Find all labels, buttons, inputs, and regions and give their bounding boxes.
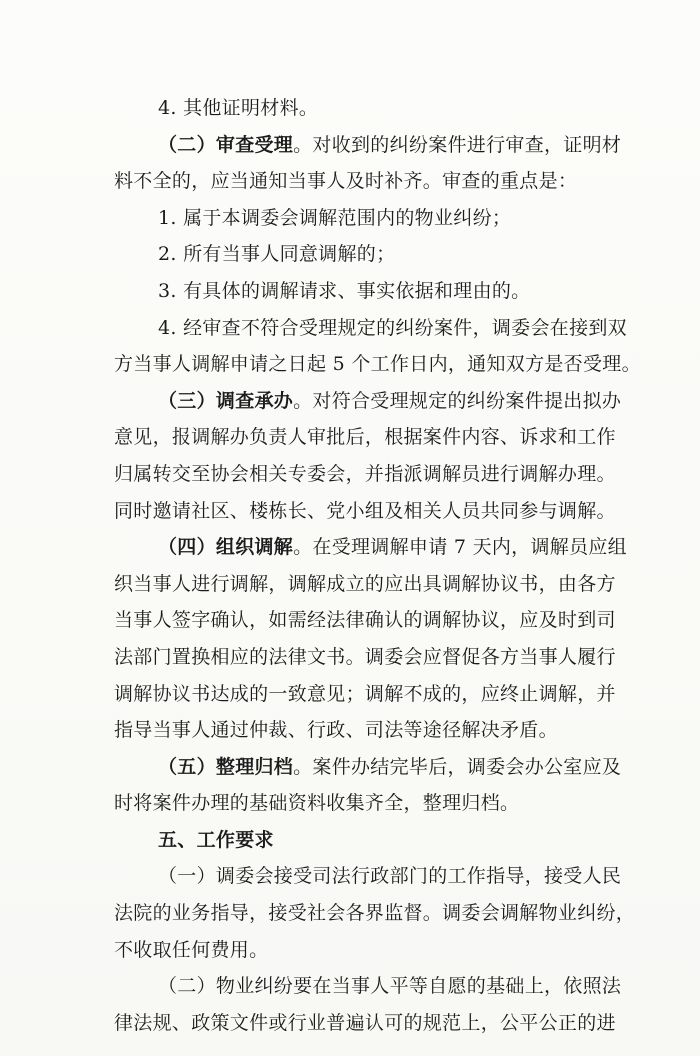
line-text: 不收取任何费用。 [114, 938, 269, 961]
text-line [114, 566, 654, 603]
line-text: 当事人签字确认，如需经法律确认的调解协议，应及时到司 [114, 609, 616, 632]
text-line [114, 712, 654, 749]
line-text: 同时邀请社区、楼栋长、党小组及相关人员共同参与调解。 [114, 499, 616, 522]
section-heading: （三）调查承办 [158, 389, 294, 412]
line-text: 料不全的，应当通知当事人及时补齐。审查的重点是： [114, 170, 578, 193]
line-text: 归属转交至协会相关专委会，并指派调解员进行调解办理。 [114, 462, 616, 485]
text-line [114, 602, 654, 639]
section-heading: （二）审查受理 [158, 133, 294, 156]
text-line [114, 858, 654, 895]
line-text: 律法规、政策文件或行业普遍认可的规范上，公平公正的进 [114, 1011, 616, 1034]
text-line [114, 785, 654, 822]
line-text: 1. 属于本调委会调解范围内的物业纠纷； [158, 206, 512, 229]
text-line [114, 346, 654, 383]
line-text: （二）物业纠纷要在当事人平等自愿的基础上，依照法 [158, 975, 622, 998]
text-line [114, 639, 654, 676]
document-body [114, 90, 654, 1041]
line-text: 指导当事人通过仲裁、行政、司法等途径解决矛盾。 [114, 719, 558, 742]
text-line [114, 163, 654, 200]
text-line [114, 529, 654, 566]
text-line [114, 127, 654, 164]
text-line [114, 676, 654, 713]
text-line [114, 419, 654, 456]
section-heading: 五、工作要求 [158, 828, 274, 851]
line-text: 织当事人进行调解，调解成立的应出具调解协议书，由各方 [114, 572, 616, 595]
text-line [114, 456, 654, 493]
line-text: 调解协议书达成的一致意见；调解不成的，应终止调解，并 [114, 682, 616, 705]
line-text: 。对收到的纠纷案件进行审查，证明材 [293, 133, 622, 156]
line-text: 4. 经审查不符合受理规定的纠纷案件，调委会在接到双 [158, 316, 627, 339]
section-heading: （四）组织调解 [158, 536, 294, 559]
line-text: 3. 有具体的调解请求、事实依据和理由的。 [158, 279, 531, 302]
text-line [114, 895, 654, 932]
line-text: （一）调委会接受司法行政部门的工作指导，接受人民 [158, 865, 622, 888]
line-text: 时将案件办理的基础资料收集齐全，整理归档。 [114, 792, 520, 815]
section-heading: （五）整理归档 [158, 755, 294, 778]
line-text: 法院的业务指导，接受社会各界监督。调委会调解物业纠纷， [114, 902, 636, 925]
line-text: 方当事人调解申请之日起 5 个工作日内，通知双方是否受理。 [114, 353, 641, 376]
text-line [114, 1005, 654, 1042]
text-line [114, 90, 654, 127]
line-text: 法部门置换相应的法律文书。调委会应督促各方当事人履行 [114, 645, 616, 668]
text-line [114, 749, 654, 786]
text-line [114, 236, 654, 273]
text-line [114, 273, 654, 310]
line-text: 2. 所有当事人同意调解的； [158, 243, 396, 266]
line-text: 。对符合受理规定的纠纷案件提出拟办 [293, 389, 622, 412]
text-line [114, 200, 654, 237]
text-line [114, 968, 654, 1005]
line-text: 。案件办结完毕后，调委会办公室应及 [293, 755, 622, 778]
text-line [114, 383, 654, 420]
text-line [114, 493, 654, 530]
line-text: 。在受理调解申请 7 天内，调解员应组 [293, 536, 627, 559]
line-text: 4. 其他证明材料。 [158, 97, 319, 119]
text-line [114, 822, 654, 859]
text-line [114, 932, 654, 969]
line-text: 意见，报调解办负责人审批后，根据案件内容、诉求和工作 [114, 426, 616, 449]
text-line [114, 310, 654, 347]
